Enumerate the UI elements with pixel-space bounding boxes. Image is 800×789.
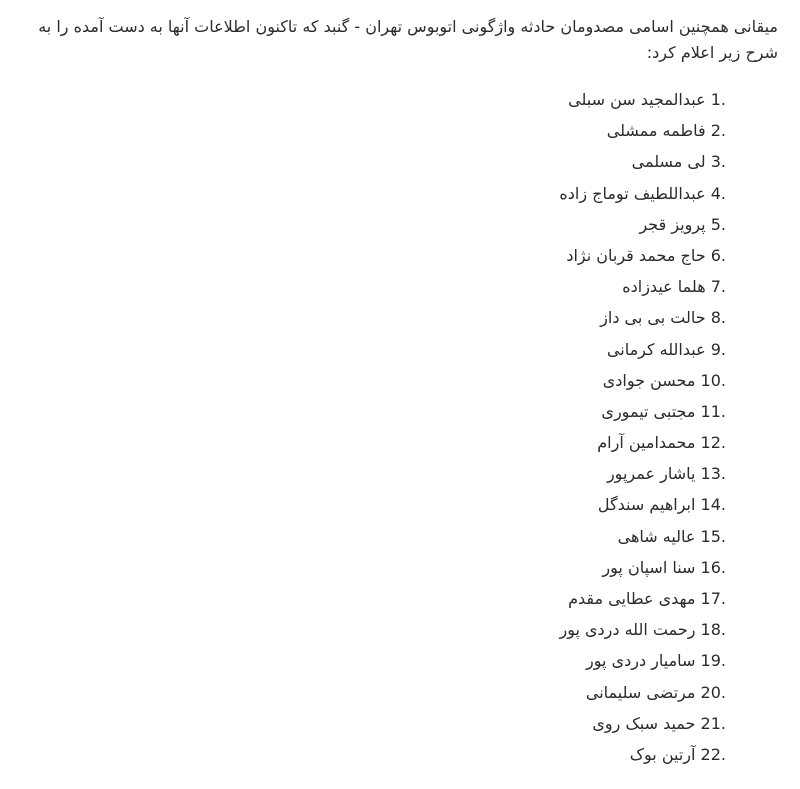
list-item-number: 12. — [700, 433, 726, 453]
list-item — [14, 365, 726, 396]
list-item — [14, 209, 726, 240]
list-item-number: 7. — [710, 277, 726, 297]
intro-paragraph: میقانی همچنین اسامی مصدومان حادثه واژگونی اتوبوس تهران - گنبد که تاکنون اطلاعات آنها به دست آمده را به شرح زیر اعلام کرد: — [38, 17, 778, 62]
list-item — [14, 178, 726, 209]
list-item-name: عبداللطیف توماج زاده — [559, 183, 706, 203]
list-item-number: 16. — [700, 557, 726, 577]
list-item-name: یاشار عمرپور — [606, 464, 696, 484]
list-item-number: 5. — [710, 214, 726, 234]
list-item — [14, 334, 726, 365]
list-item-number: 9. — [710, 339, 726, 359]
list-item-number: 11. — [700, 401, 726, 421]
list-item-number: 17. — [700, 589, 726, 608]
injured-names-list — [14, 84, 778, 770]
list-item-name: مهدی عطایی مقدم — [568, 589, 696, 608]
list-item — [14, 271, 726, 302]
list-item — [14, 427, 726, 458]
list-item-name: فاطمه ممشلی — [606, 121, 706, 141]
list-item-number: 2. — [710, 121, 726, 141]
list-item-name: محمدامین آرام — [597, 433, 696, 453]
list-item-number: 4. — [710, 183, 726, 203]
list-item-number: 10. — [700, 370, 726, 390]
list-item — [14, 614, 726, 645]
list-item-number: 1. — [710, 90, 726, 109]
list-item-name: عبدالله کرمانی — [606, 339, 706, 359]
list-item-number: 22. — [700, 744, 726, 764]
list-item — [14, 552, 726, 583]
list-item-name: مجتبی تیموری — [601, 401, 696, 421]
list-item — [14, 739, 726, 770]
list-item-number: 8. — [710, 308, 726, 328]
list-item — [14, 645, 726, 676]
list-item-name: رحمت الله دردی پور — [559, 620, 696, 640]
list-item — [14, 115, 726, 146]
list-item — [14, 146, 726, 177]
list-item-number: 13. — [700, 464, 726, 484]
list-item-name: ابراهیم سندگل — [597, 495, 696, 515]
list-item-number: 6. — [710, 245, 726, 265]
list-item-name: سامیار دردی پور — [586, 651, 696, 671]
list-item-name: آرتین بوک — [629, 744, 696, 764]
list-item-name: عبدالمجید سن سبلی — [568, 90, 706, 109]
list-item-name: لی مسلمی — [631, 152, 706, 172]
list-item-name: عالیه شاهی — [617, 526, 696, 546]
list-item-number: 18. — [700, 620, 726, 640]
list-item — [14, 396, 726, 427]
list-item-number: 21. — [700, 713, 726, 733]
list-item — [14, 583, 726, 614]
list-item — [14, 489, 726, 520]
list-item — [14, 302, 726, 333]
list-item — [14, 84, 726, 115]
list-item — [14, 677, 726, 708]
list-item — [14, 240, 726, 271]
list-item — [14, 458, 726, 489]
list-item-name: حاج محمد قربان نژاد — [566, 245, 706, 265]
list-item — [14, 708, 726, 739]
list-item-name: محسن جوادی — [602, 370, 696, 390]
list-item-name: مرتضی سلیمانی — [585, 682, 696, 702]
list-item-number: 3. — [710, 152, 726, 172]
list-item-name: هلما عیدزاده — [622, 277, 706, 297]
list-item-number: 14. — [700, 495, 726, 515]
list-item-number: 20. — [700, 682, 726, 702]
list-item-name: حالت بی بی داز — [600, 308, 706, 328]
list-item-name: سنا اسپان پور — [602, 557, 696, 577]
list-item-number: 19. — [700, 651, 726, 671]
list-item-number: 15. — [700, 526, 726, 546]
list-item-name: پرویز قجر — [639, 214, 706, 234]
list-item-name: حمید سبک روی — [592, 713, 696, 733]
list-item — [14, 521, 726, 552]
